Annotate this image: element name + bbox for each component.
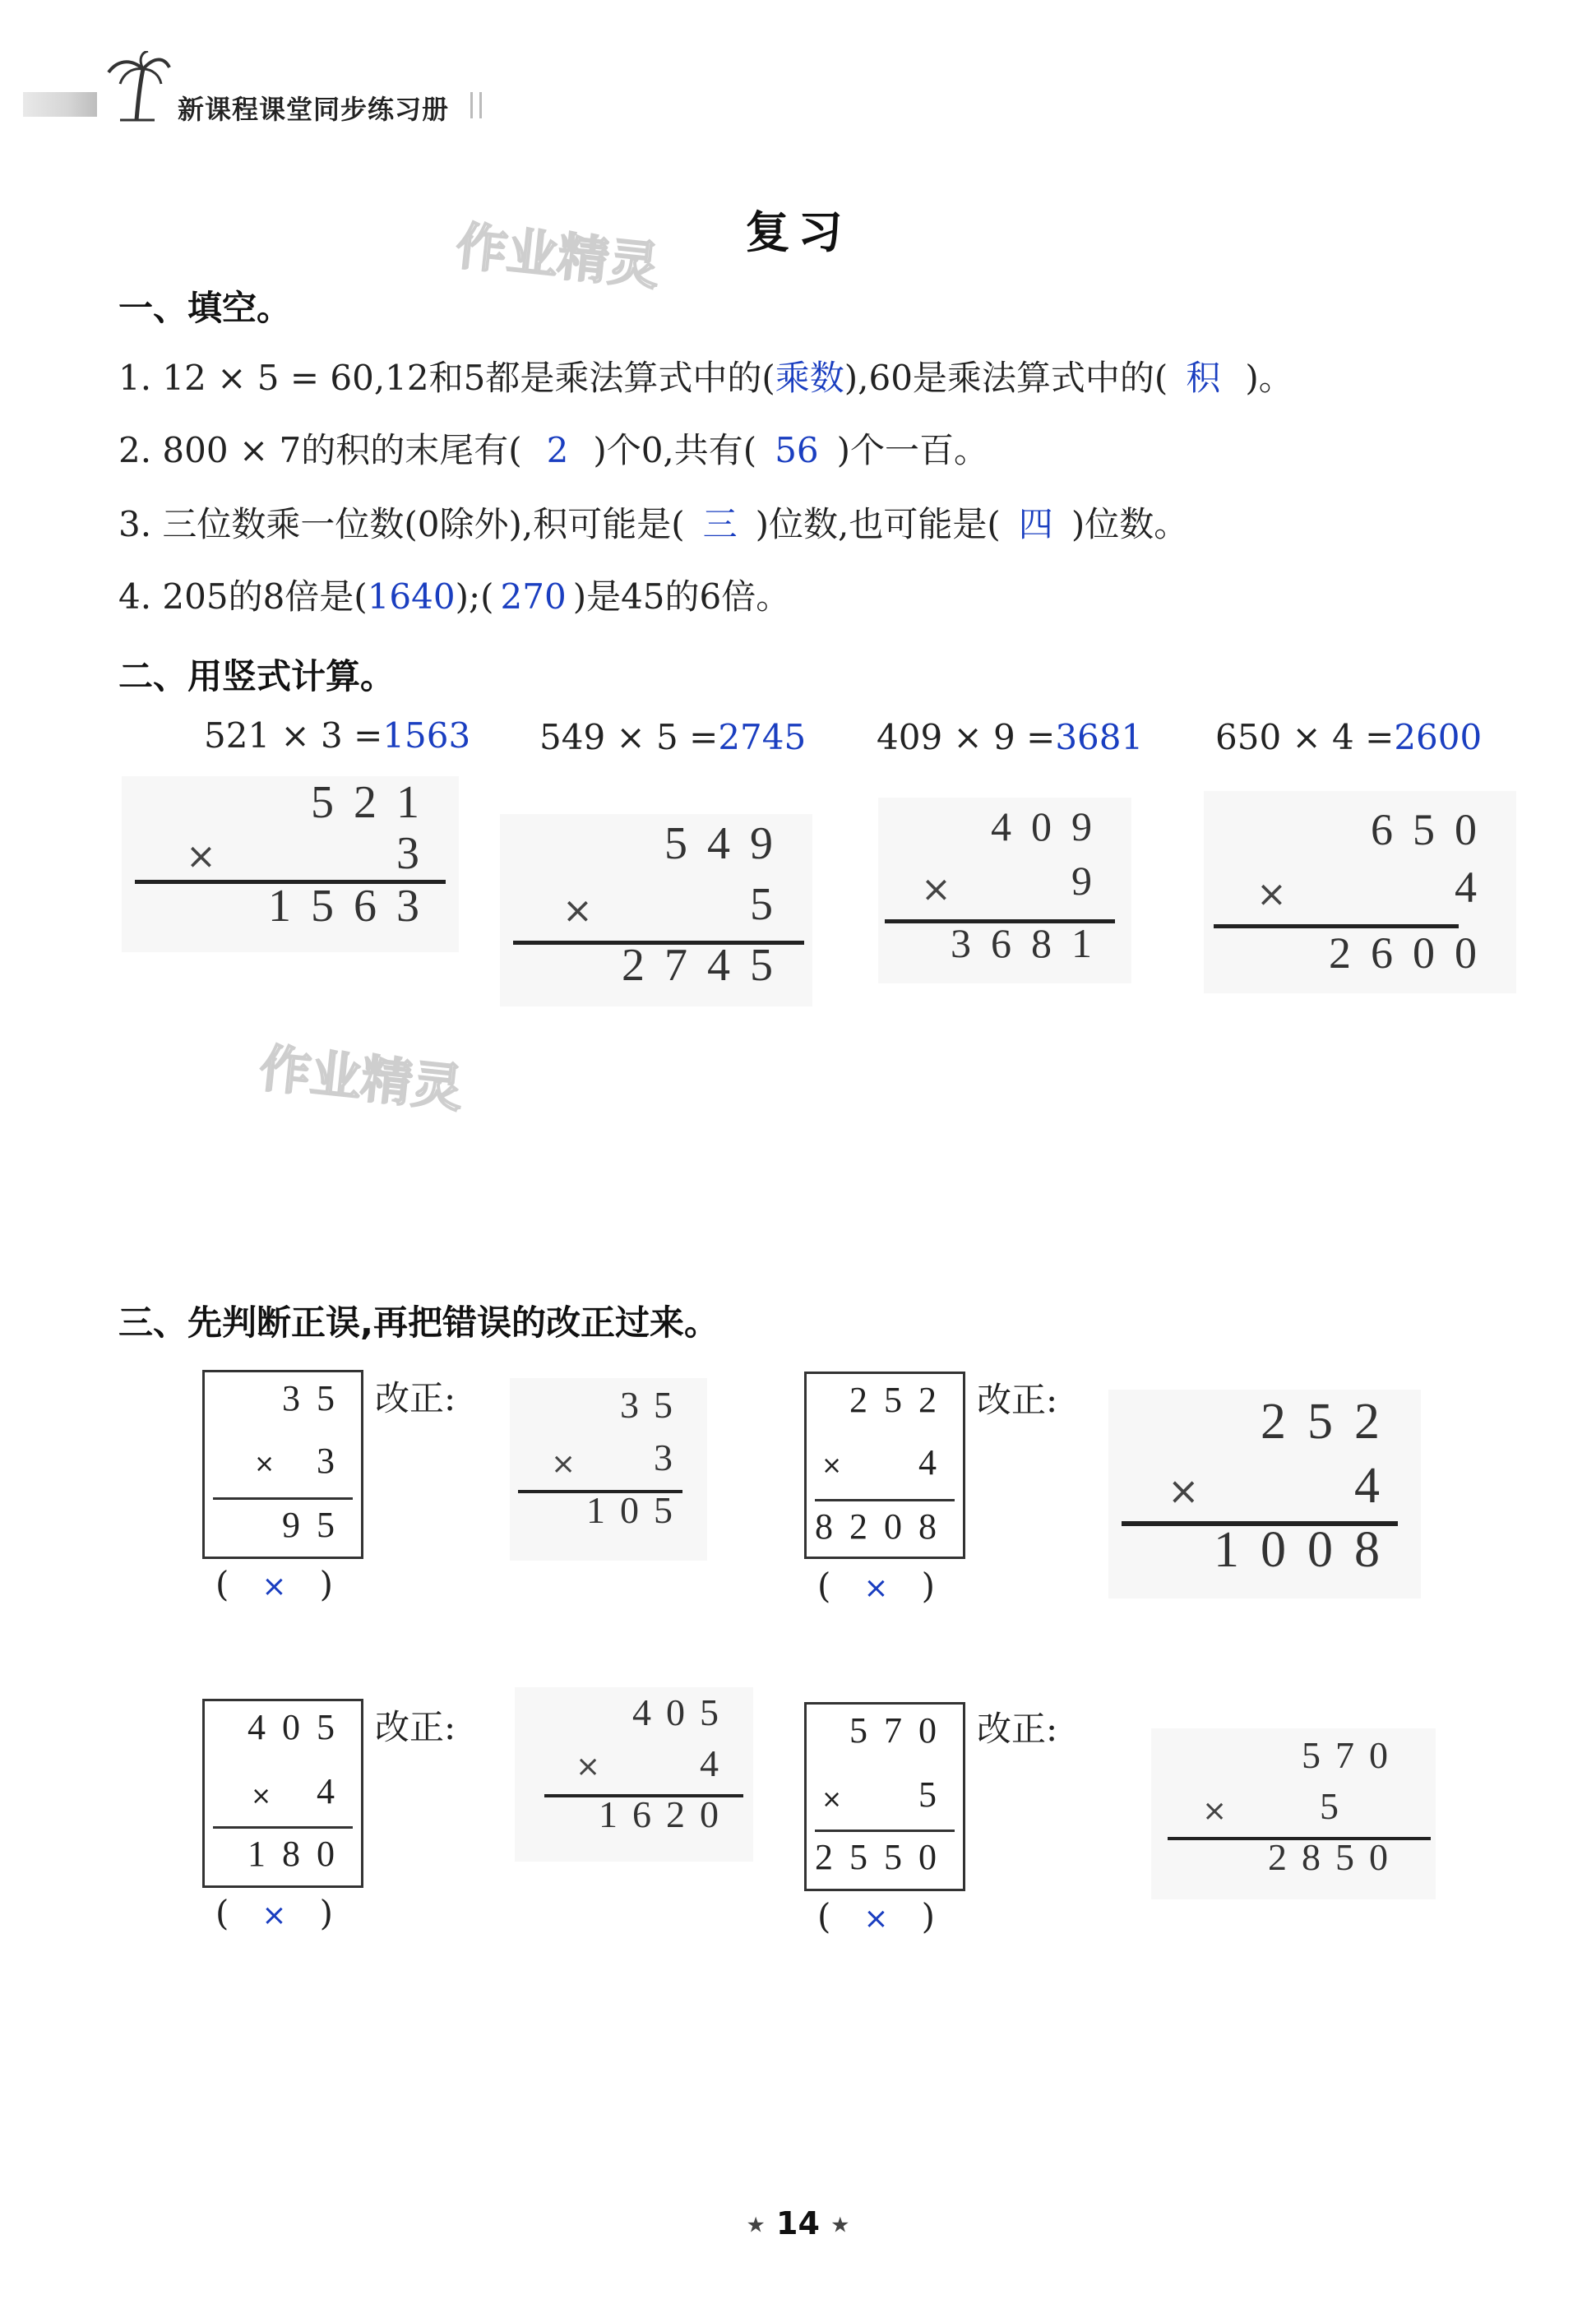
judge-box bbox=[804, 1372, 965, 1559]
product: 1563 bbox=[268, 881, 439, 932]
answer: 三 bbox=[702, 504, 738, 544]
star-icon: ★ bbox=[746, 2213, 766, 2238]
multiplicand: 570 bbox=[849, 1710, 953, 1751]
fill-blank-item bbox=[118, 426, 988, 475]
multiplicand: 405 bbox=[632, 1691, 733, 1733]
times-sign: × bbox=[562, 890, 593, 932]
page-title: 复习 bbox=[745, 206, 851, 258]
item-text: )位数,也可能是( bbox=[755, 504, 1001, 544]
item-text: 1. 12 × 5 = 60,12和5都是乘法算式中的( bbox=[118, 358, 775, 398]
section-heading-judge: 三、先判断正误,再把错误的改正过来。 bbox=[118, 1302, 719, 1343]
vertical-multiplication bbox=[122, 776, 459, 952]
judge-box bbox=[202, 1370, 363, 1559]
multiplicand: 252 bbox=[849, 1380, 953, 1420]
correction-multiplication bbox=[510, 1378, 707, 1561]
item-text: 4. 205的8倍是( bbox=[118, 576, 368, 617]
multiplier: 3 bbox=[654, 1436, 687, 1478]
paren: ( bbox=[215, 1564, 229, 1604]
item-text: 2. 800 × 7的积的末尾有( bbox=[118, 430, 522, 470]
times-sign: × bbox=[821, 1785, 843, 1814]
star-icon: ★ bbox=[830, 2213, 850, 2238]
times-sign: × bbox=[1168, 1469, 1200, 1513]
product: 2600 bbox=[1329, 928, 1497, 978]
multiplicand: 35 bbox=[282, 1378, 351, 1418]
correction-multiplication bbox=[1108, 1390, 1421, 1598]
item-text: )是45的6倍。 bbox=[572, 576, 791, 617]
equation-answer: 2745 bbox=[718, 717, 807, 757]
multiplier: 5 bbox=[750, 879, 793, 930]
product: 105 bbox=[586, 1489, 687, 1531]
equation bbox=[204, 715, 470, 756]
page-number bbox=[0, 2205, 1596, 2241]
vertical-multiplication bbox=[878, 798, 1131, 983]
fix-label: 改正: bbox=[375, 1707, 456, 1747]
multiplier: 3 bbox=[317, 1441, 351, 1481]
equation bbox=[877, 717, 1143, 757]
times-sign: × bbox=[254, 1450, 275, 1478]
item-text: );( bbox=[455, 576, 494, 617]
rule-line bbox=[213, 1826, 353, 1829]
answer: 四 bbox=[1018, 504, 1053, 544]
item-text: 3. 三位数乘一位数(0除外),积可能是( bbox=[118, 504, 685, 544]
header-divider bbox=[470, 92, 482, 118]
judgement bbox=[817, 1896, 935, 1936]
times-sign: × bbox=[251, 1782, 272, 1811]
item-text: ),60是乘法算式中的( bbox=[844, 358, 1168, 398]
rule-line bbox=[815, 1830, 955, 1832]
fill-blank-item bbox=[118, 354, 1293, 403]
multiplicand: 549 bbox=[664, 818, 793, 869]
answer: 2 bbox=[546, 430, 569, 470]
equation-expr: 521 × 3 = bbox=[204, 715, 383, 756]
section-heading-vertical-calc: 二、用竖式计算。 bbox=[118, 656, 396, 696]
product: 2850 bbox=[1268, 1836, 1403, 1878]
judgement-mark: × bbox=[261, 1899, 287, 1932]
judge-box bbox=[804, 1702, 965, 1891]
multiplier: 4 bbox=[918, 1442, 953, 1483]
equation-answer: 2600 bbox=[1394, 717, 1483, 757]
equation-answer: 1563 bbox=[382, 715, 471, 756]
product: 2745 bbox=[622, 940, 793, 991]
equation-expr: 409 × 9 = bbox=[877, 717, 1056, 757]
multiplicand: 35 bbox=[620, 1384, 687, 1426]
judgement-mark: × bbox=[261, 1570, 287, 1603]
judge-box bbox=[202, 1699, 363, 1888]
multiplicand: 409 bbox=[991, 803, 1112, 849]
product: 8208 bbox=[815, 1506, 953, 1547]
equation-answer: 3681 bbox=[1055, 717, 1144, 757]
book-title: 新课程课堂同步练习册 bbox=[178, 94, 450, 125]
judgement bbox=[215, 1564, 333, 1604]
times-sign: × bbox=[1256, 873, 1287, 915]
times-sign: × bbox=[1202, 1794, 1228, 1828]
page-number-text: 14 bbox=[776, 2205, 820, 2241]
watermark: 作业精灵 bbox=[453, 215, 663, 297]
vertical-multiplication bbox=[500, 814, 812, 1006]
judgement-mark: × bbox=[863, 1902, 889, 1936]
item-text: )。 bbox=[1245, 358, 1293, 398]
fill-blank-item bbox=[118, 572, 790, 622]
product: 1620 bbox=[599, 1793, 733, 1835]
item-text: )位数。 bbox=[1071, 504, 1189, 544]
multiplier: 4 bbox=[1455, 863, 1497, 912]
multiplier: 5 bbox=[918, 1774, 953, 1815]
equation-expr: 549 × 5 = bbox=[539, 717, 719, 757]
equation-expr: 650 × 4 = bbox=[1215, 717, 1395, 757]
multiplier: 9 bbox=[1071, 858, 1112, 904]
answer: 乘数 bbox=[775, 358, 844, 398]
paren: ) bbox=[319, 1893, 333, 1933]
paren: ) bbox=[319, 1564, 333, 1604]
multiplier: 4 bbox=[1354, 1458, 1401, 1514]
product: 3681 bbox=[951, 920, 1112, 966]
rule-line bbox=[815, 1499, 955, 1501]
watermark: 作业精灵 bbox=[257, 1038, 466, 1119]
multiplicand: 570 bbox=[1302, 1734, 1403, 1776]
times-sign: × bbox=[186, 835, 216, 877]
answer: 56 bbox=[775, 430, 819, 470]
paren: ) bbox=[921, 1896, 935, 1936]
paren: ) bbox=[921, 1566, 935, 1606]
judgement-mark: × bbox=[863, 1571, 889, 1605]
answer: 积 bbox=[1186, 358, 1221, 398]
multiplicand: 252 bbox=[1261, 1394, 1401, 1450]
paren: ( bbox=[817, 1896, 831, 1936]
item-text: )个一百。 bbox=[836, 430, 989, 470]
equation bbox=[1215, 717, 1482, 757]
multiplicand: 650 bbox=[1371, 805, 1497, 854]
answer: 270 bbox=[500, 576, 567, 617]
multiplier: 3 bbox=[396, 828, 439, 879]
times-sign: × bbox=[921, 868, 951, 910]
fix-label: 改正: bbox=[977, 1380, 1058, 1420]
palm-tree-icon bbox=[105, 51, 171, 122]
judgement bbox=[215, 1893, 333, 1933]
correction-multiplication bbox=[515, 1687, 753, 1862]
multiplier: 4 bbox=[317, 1771, 351, 1811]
header-band bbox=[23, 92, 97, 117]
multiplicand: 405 bbox=[247, 1707, 351, 1747]
equation bbox=[539, 717, 806, 757]
judgement bbox=[817, 1566, 935, 1606]
correction-multiplication bbox=[1151, 1728, 1436, 1899]
fill-blank-item bbox=[118, 500, 1188, 549]
product: 95 bbox=[282, 1505, 351, 1545]
section-heading-fill-blank: 一、填空。 bbox=[118, 288, 292, 328]
answer: 1640 bbox=[367, 576, 456, 617]
times-sign: × bbox=[576, 1750, 601, 1783]
vertical-multiplication bbox=[1204, 791, 1516, 993]
fix-label: 改正: bbox=[977, 1709, 1058, 1749]
multiplier: 5 bbox=[1320, 1785, 1353, 1827]
item-text: )个0,共有( bbox=[593, 430, 757, 470]
product: 180 bbox=[247, 1834, 351, 1874]
rule-line bbox=[213, 1497, 353, 1500]
times-sign: × bbox=[551, 1447, 576, 1481]
paren: ( bbox=[215, 1893, 229, 1933]
product: 1008 bbox=[1214, 1522, 1401, 1578]
fix-label: 改正: bbox=[375, 1378, 456, 1418]
multiplier: 4 bbox=[700, 1742, 733, 1784]
multiplicand: 521 bbox=[311, 777, 439, 828]
product: 2550 bbox=[815, 1837, 953, 1877]
paren: ( bbox=[817, 1566, 831, 1606]
times-sign: × bbox=[821, 1451, 843, 1480]
